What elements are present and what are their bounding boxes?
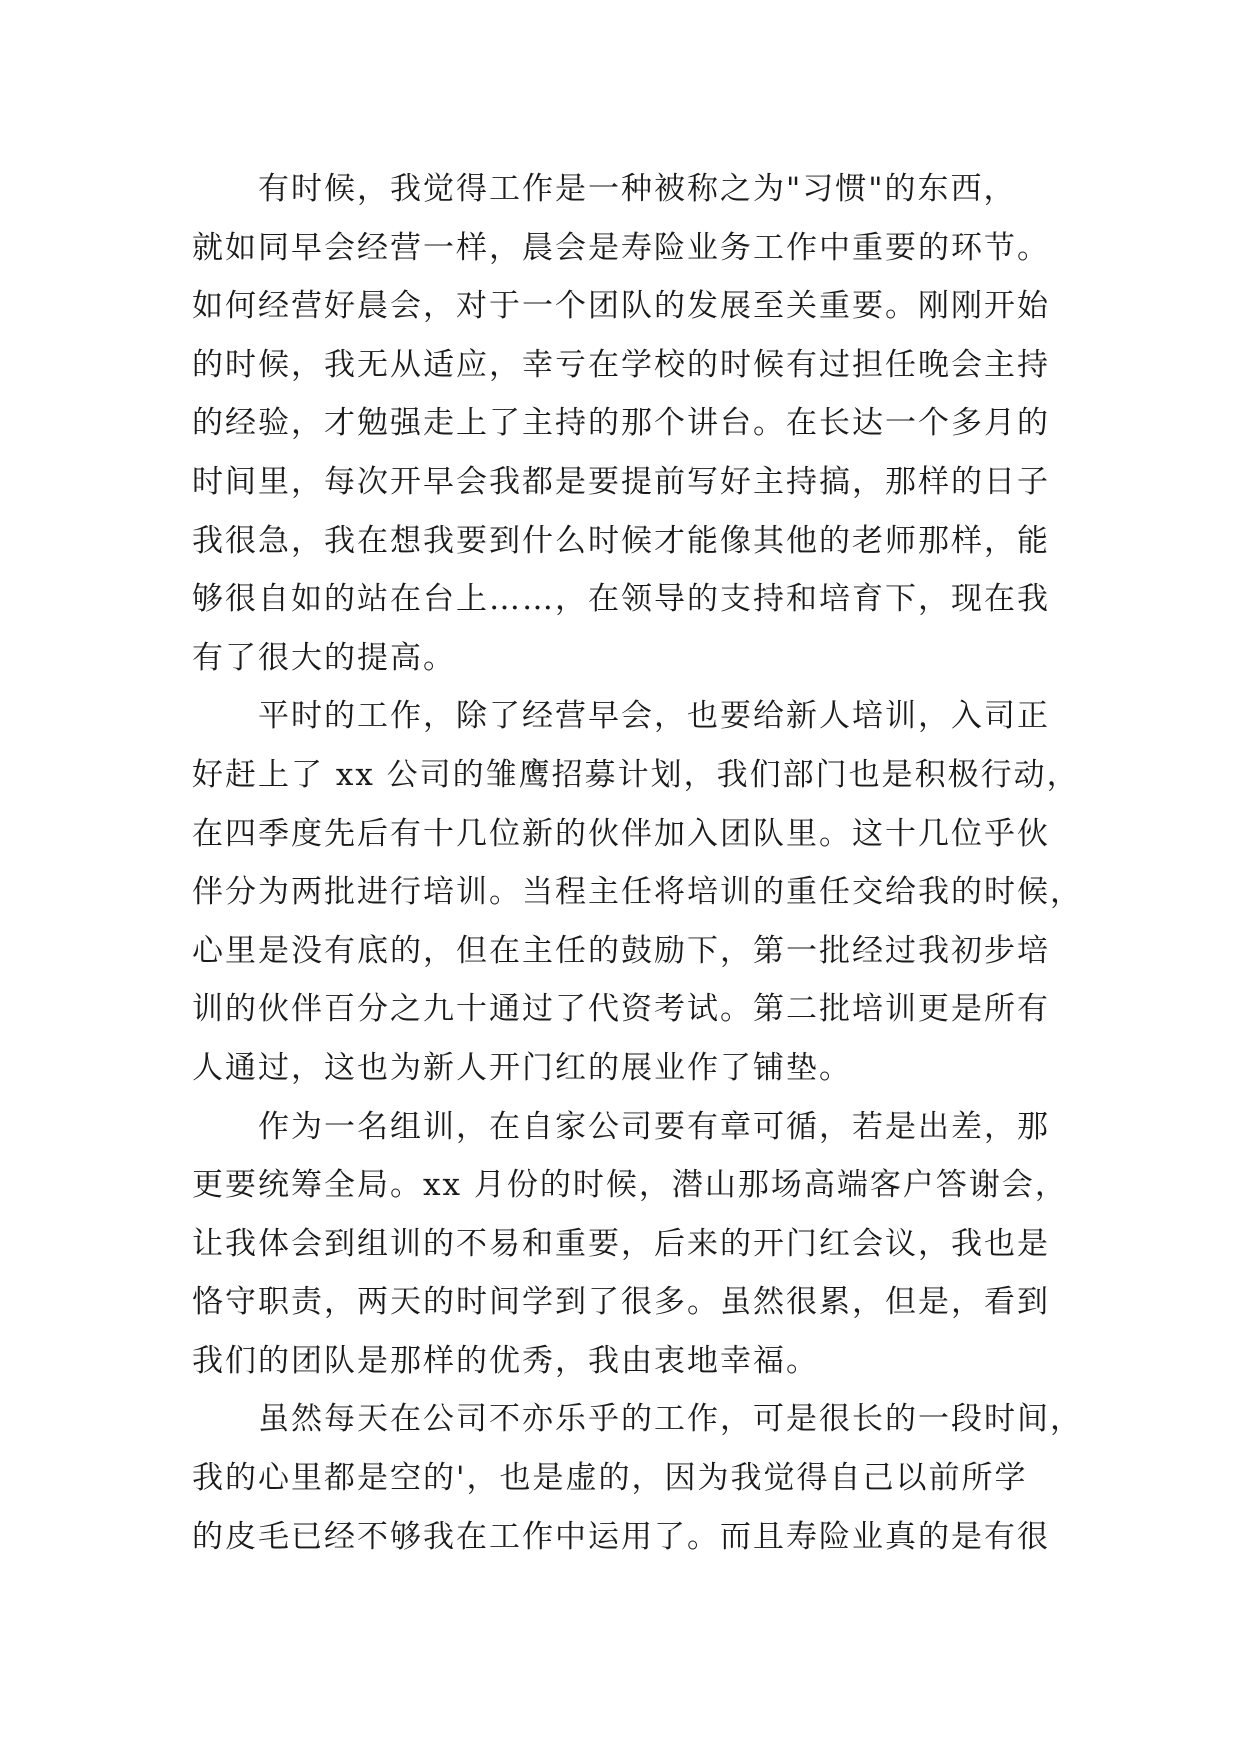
text-line: 恪守职责，两天的时间学到了很多。虽然很累，但是，看到	[192, 1284, 1050, 1321]
text-line: 的皮毛已经不够我在工作中运用了。而且寿险业真的是有很	[192, 1518, 1050, 1555]
text-line: 心里是没有底的，但在主任的鼓励下，第一批经过我初步培	[192, 932, 1050, 969]
text-line: 我很急，我在想我要到什么时候才能像其他的老师那样，能	[192, 522, 1050, 559]
text-line: 有时候，我觉得工作是一种被称之为"习惯"的东西，	[258, 171, 1017, 207]
text-line: 更要统筹全局。xx 月份的时候，潜山那场高端客户答谢会，	[192, 1167, 1068, 1204]
text-line: 训的伙伴百分之九十通过了代资考试。第二批培训更是所有	[192, 991, 1050, 1028]
text-line: 我的心里都是空的'，也是虚的，因为我觉得自己以前所学	[192, 1460, 1028, 1497]
text-line: 人通过，这也为新人开门红的展业作了铺垫。	[192, 1049, 852, 1086]
paragraph-1	[192, 160, 1052, 687]
text-line: 我们的团队是那样的优秀，我由衷地幸福。	[192, 1342, 819, 1379]
text-line: 的经验，才勉强走上了主持的那个讲台。在长达一个多月的	[192, 405, 1050, 442]
text-line: 就如同早会经营一样，晨会是寿险业务工作中重要的环节。	[192, 229, 1050, 266]
text-line: 的时候，我无从适应，幸亏在学校的时候有过担任晚会主持	[192, 346, 1050, 383]
text-line: 好赶上了 xx 公司的雏鹰招募计划，我们部门也是积极行动，	[192, 756, 1080, 793]
text-line: 在四季度先后有十几位新的伙伴加入团队里。这十几位乎伙	[192, 815, 1050, 852]
text-line: 够很自如的站在台上……，在领导的支持和培育下，现在我	[192, 581, 1050, 618]
text-line: 虽然每天在公司不亦乐乎的工作，可是很长的一段时间，	[258, 1401, 1083, 1438]
paragraph-2	[192, 687, 1083, 1097]
text-line: 让我体会到组训的不易和重要，后来的开门红会议，我也是	[192, 1225, 1050, 1262]
text-line: 时间里，每次开早会我都是要提前写好主持搞，那样的日子	[192, 463, 1050, 500]
text-line: 有了很大的提高。	[192, 639, 456, 676]
text-line: 平时的工作，除了经营早会，也要给新人培训，入司正	[258, 698, 1050, 735]
paragraph-4	[192, 1390, 1083, 1566]
text-line: 作为一名组训，在自家公司要有章可循，若是出差，那	[258, 1108, 1050, 1145]
text-line: 如何经营好晨会，对于一个团队的发展至关重要。刚刚开始	[192, 288, 1050, 325]
paragraph-3	[192, 1098, 1068, 1391]
body-text	[192, 160, 1083, 1566]
text-line: 伴分为两批进行培训。当程主任将培训的重任交给我的时候，	[192, 874, 1083, 911]
